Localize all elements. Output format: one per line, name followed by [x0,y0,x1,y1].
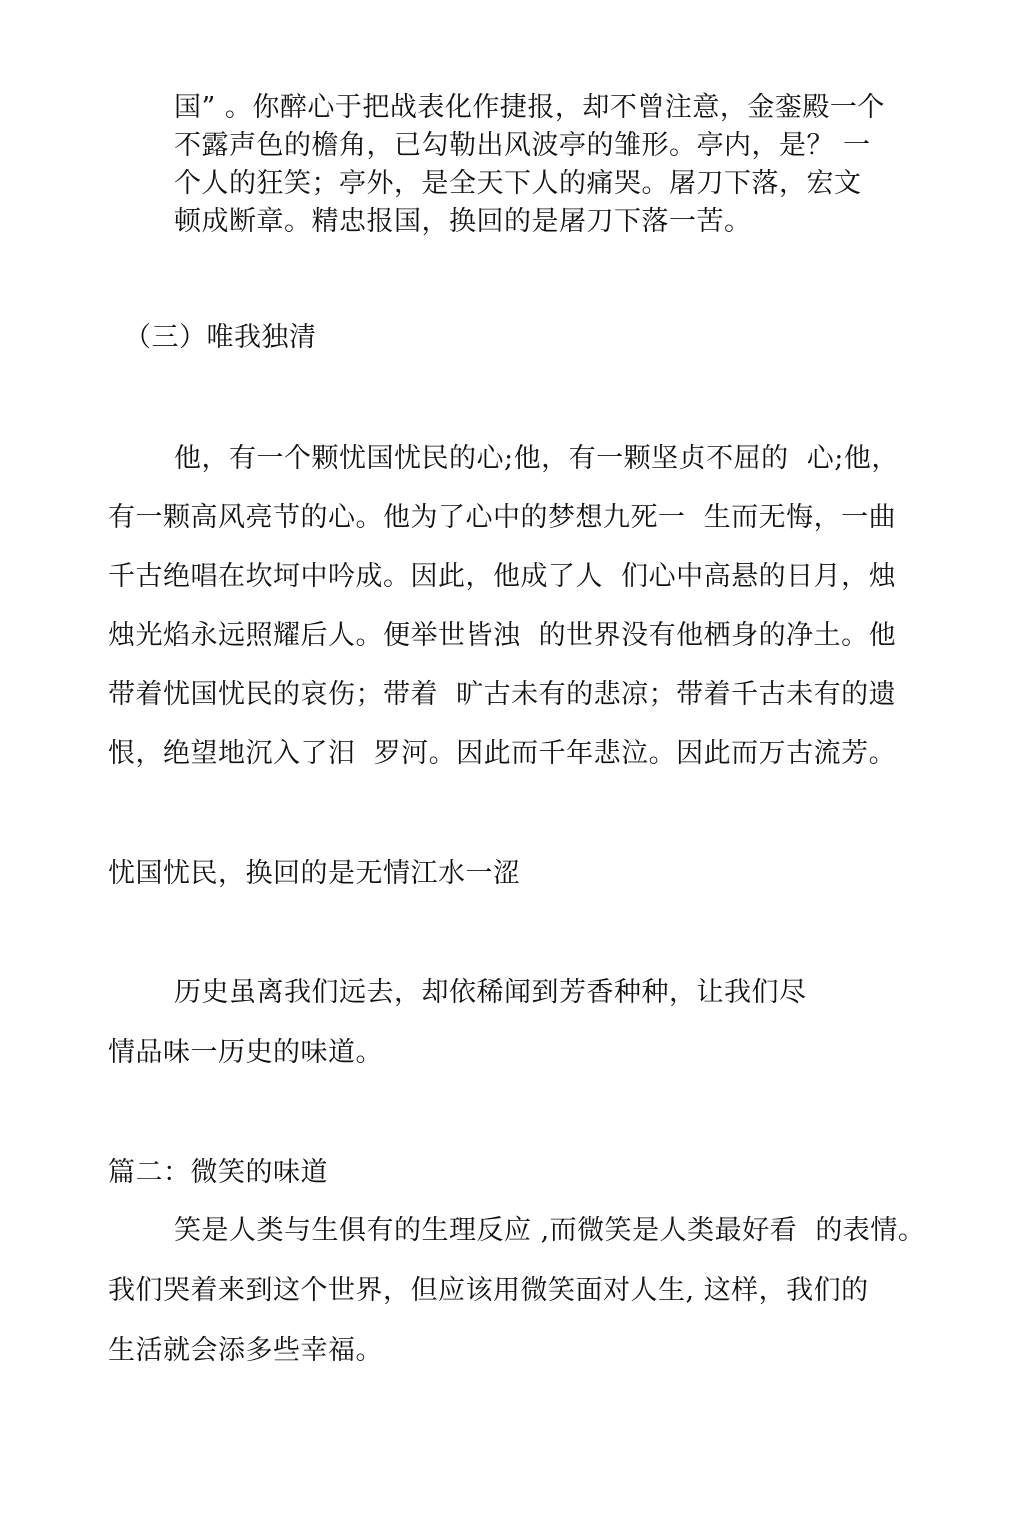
conclusion-line: 历史虽离我们远去，却依稀闻到芳香种种，让我们尽 [174,977,807,1008]
summary-line: 忧国忧民，换回的是无情江水一涩 [108,858,521,889]
paragraph-line: 生活就会添多些幸福。 [108,1335,383,1366]
section-heading: （三）唯我独清 [124,322,317,353]
paragraph-line: 我们哭着来到这个世界，但应该用微笑面对人生, 这样，我们的 [108,1275,869,1306]
paragraph-line: 恨，绝望地沉入了汨 罗河。因此而千年悲泣。因此而万古流芳。 [108,738,897,769]
passage-line: 国” 。你醉心于把战表化作捷报，却不曾注意，金銮殿一个 [174,92,885,123]
paragraph-line: 带着忧国忧民的哀伤；带着 旷古未有的悲凉；带着千古未有的遗 [108,679,897,710]
conclusion-line: 情品味一历史的味道。 [108,1037,383,1068]
paragraph-line: 他，有一个颗忧国忧民的心;他，有一颗坚贞不屈的 心;他， [174,443,899,474]
passage-line: 个人的狂笑；亭外，是全天下人的痛哭。屠刀下落，宏文 [174,168,862,199]
paragraph-line: 烛光焰永远照耀后人。便举世皆浊 的世界没有他栖身的净土。他 [108,620,897,651]
paragraph-line: 千古绝唱在坎坷中吟成。因此，他成了人 们心中高悬的日月，烛 [108,561,897,592]
passage-line: 顿成断章。精忠报国，换回的是屠刀下落一苦。 [174,206,752,237]
paragraph-line: 笑是人类与生俱有的生理反应 ,而微笑是人类最好看 的表情。 [174,1215,926,1246]
paragraph-line: 有一颗高风亮节的心。他为了心中的梦想九死一 生而无悔，一曲 [108,502,897,533]
passage-line: 不露声色的檐角，已勾勒出风波亭的雏形。亭内，是？ 一 [174,130,871,161]
piece-title: 篇二：微笑的味道 [108,1157,328,1188]
